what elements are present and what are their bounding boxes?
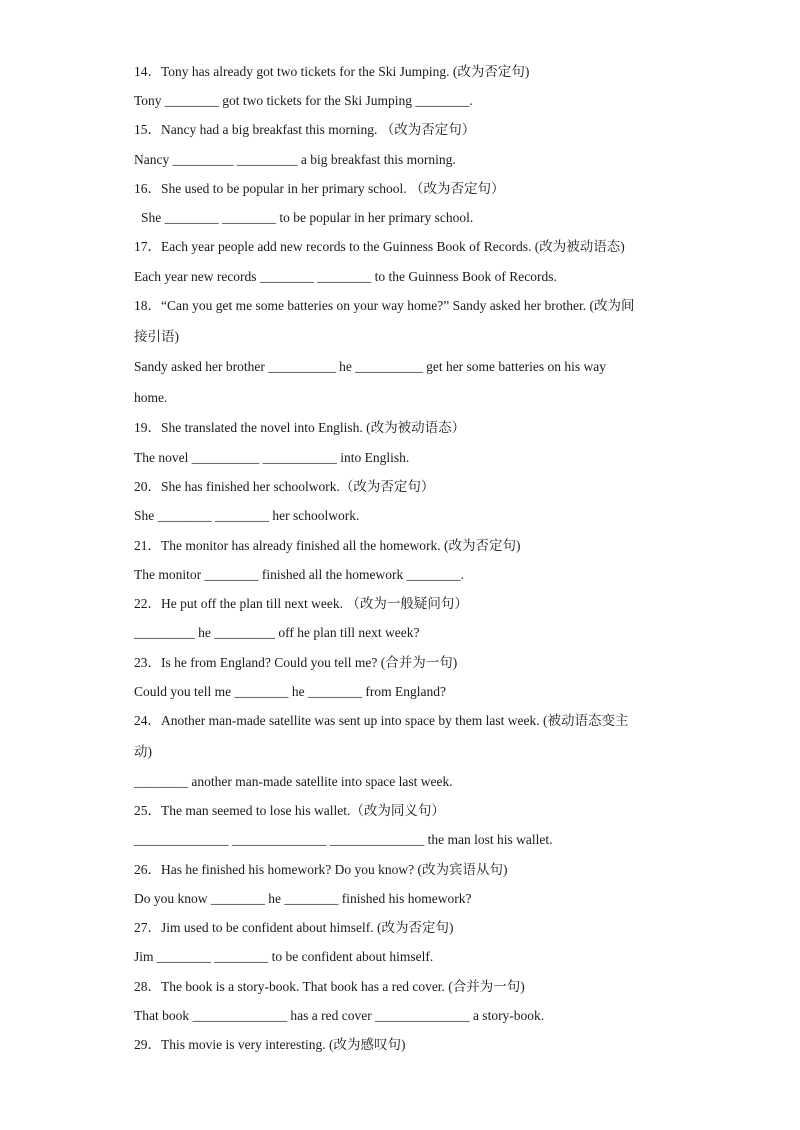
question-27: 27．Jim used to be confident about himself. (改为否定句) [134, 920, 454, 935]
question-25: 25．The man seemed to lose his wallet.（改为同义句） [134, 803, 445, 818]
answer-line-28: That book ______________ has a red cover ______________ a story-book. [134, 1008, 545, 1023]
question-18: 18．“Can you get me some batteries on your way home?” Sandy asked her brother. (改为间 [134, 298, 635, 313]
answer-line-18: Sandy asked her brother __________ he __________ get her some batteries on his way [134, 359, 607, 374]
question-29: 29．This movie is very interesting. (改为感叹句) [134, 1037, 406, 1052]
question-24: 24．Another man-made satellite was sent up into space by them last week. (被动语态变主 [134, 713, 629, 728]
question-20: 20．She has finished her schoolwork.（改为否定句） [134, 479, 435, 494]
question-24-cont: 动) [134, 744, 152, 759]
question-28: 28．The book is a story-book. That book has a red cover. (合并为一句) [134, 979, 525, 994]
question-22: 22．He put off the plan till next week. （改为一般疑问句） [134, 596, 468, 611]
answer-line-27: Jim ________ ________ to be confident about himself. [134, 949, 434, 964]
answer-line-22: _________ he _________ off he plan till next week? [134, 625, 420, 640]
answer-line-23: Could you tell me ________ he ________ from England? [134, 684, 446, 699]
question-21: 21．The monitor has already finished all the homework. (改为否定句) [134, 538, 521, 553]
answer-line-26: Do you know ________ he ________ finished his homework? [134, 891, 472, 906]
answer-line-20: She ________ ________ her schoolwork. [134, 508, 360, 523]
answer-line-19: The novel __________ ___________ into English. [134, 450, 410, 465]
question-18-cont: 接引语) [134, 329, 179, 344]
answer-line-25: ______________ ______________ ______________ the man lost his wallet. [134, 832, 553, 847]
answer-line-18-cont: home. [134, 390, 168, 405]
answer-line-17: Each year new records ________ ________ to the Guinness Book of Records. [134, 269, 557, 284]
question-26: 26．Has he finished his homework? Do you know? (改为宾语从句) [134, 862, 508, 877]
question-23: 23．Is he from England? Could you tell me? (合并为一句) [134, 655, 458, 670]
answer-line-15: Nancy _________ _________ a big breakfast this morning. [134, 152, 456, 167]
answer-line-16: She ________ ________ to be popular in her primary school. [141, 210, 474, 225]
answer-line-24: ________ another man-made satellite into space last week. [134, 774, 453, 789]
answer-line-14: Tony ________ got two tickets for the Ski Jumping ________. [134, 93, 473, 108]
question-15: 15．Nancy had a big breakfast this morning. （改为否定句） [134, 122, 476, 137]
answer-line-21: The monitor ________ finished all the homework ________. [134, 567, 464, 582]
question-19: 19．She translated the novel into English. (改为被动语态） [134, 420, 466, 435]
question-17: 17．Each year people add new records to the Guinness Book of Records. (改为被动语态) [134, 239, 625, 254]
question-14: 14．Tony has already got two tickets for the Ski Jumping. (改为否定句) [134, 64, 530, 79]
question-16: 16．She used to be popular in her primary school. （改为否定句） [134, 181, 505, 196]
